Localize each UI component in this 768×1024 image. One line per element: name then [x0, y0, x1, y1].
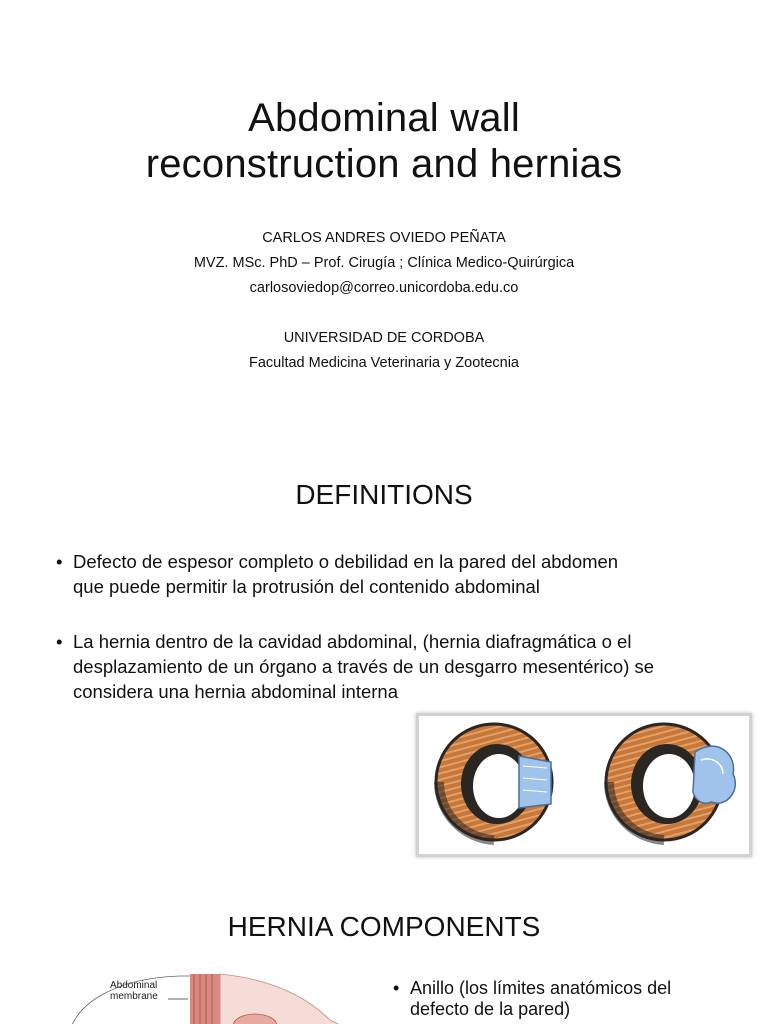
affiliation-info: [0, 326, 768, 376]
bullet-line: considera una hernia abdominal interna: [73, 681, 398, 702]
university-name: UNIVERSIDAD DE CORDOBA: [283, 330, 485, 346]
title-line-2: reconstruction and hernias: [145, 142, 623, 186]
list-item: [56, 629, 726, 704]
ring-right-icon: [606, 724, 735, 840]
diagram-label: [110, 980, 158, 1002]
hernia-components-slide: [0, 860, 768, 1024]
list-item: [56, 549, 726, 599]
title-line-1: Abdominal wall: [248, 96, 520, 140]
bullet-line: defecto de la pared): [410, 999, 571, 1019]
hernia-ring-svg: [419, 716, 749, 854]
bullet-line: • Defecto de espesor completo o debilidad en la pared del abdomen: [73, 551, 619, 572]
author-credentials: MVZ. MSc. PhD – Prof. Cirugía ; Clínica Medico-Quirúrgica: [193, 255, 575, 271]
bullet-line: • Anillo (los límites anatómicos del: [410, 978, 672, 998]
faculty-name: Facultad Medicina Veterinaria y Zootecnia: [248, 355, 519, 371]
anatomy-diagram-svg: [60, 970, 350, 1024]
bullet-line: desplazamiento de un órgano a través de un desgarro mesentérico) se: [73, 656, 655, 677]
definitions-list: [56, 549, 726, 734]
presentation-title: [0, 95, 768, 187]
ring-left-icon: [436, 724, 552, 840]
author-email: carlosoviedop@correo.unicordoba.edu.co: [249, 280, 519, 296]
abdominal-wall-diagram: [60, 970, 350, 1024]
slide-title: HERNIA COMPONENTS: [227, 911, 541, 942]
bullet-line: que puede permitir la protrusión del contenido abdominal: [73, 576, 540, 597]
bullet-line: • La hernia dentro de la cavidad abdominal, (hernia diafragmática o el: [73, 631, 632, 652]
author-name: CARLOS ANDRES OVIEDO PEÑATA: [262, 230, 506, 246]
title-slide: [0, 0, 768, 430]
diagram-label-line: Abdominal: [110, 980, 158, 991]
slide-title: DEFINITIONS: [295, 479, 473, 510]
diagram-label-line: membrane: [110, 991, 158, 1002]
list-item: [393, 978, 753, 1020]
author-info: [0, 226, 768, 301]
definitions-slide: [0, 430, 768, 860]
hernia-ring-illustration: [416, 713, 752, 857]
components-list: [393, 978, 753, 1020]
